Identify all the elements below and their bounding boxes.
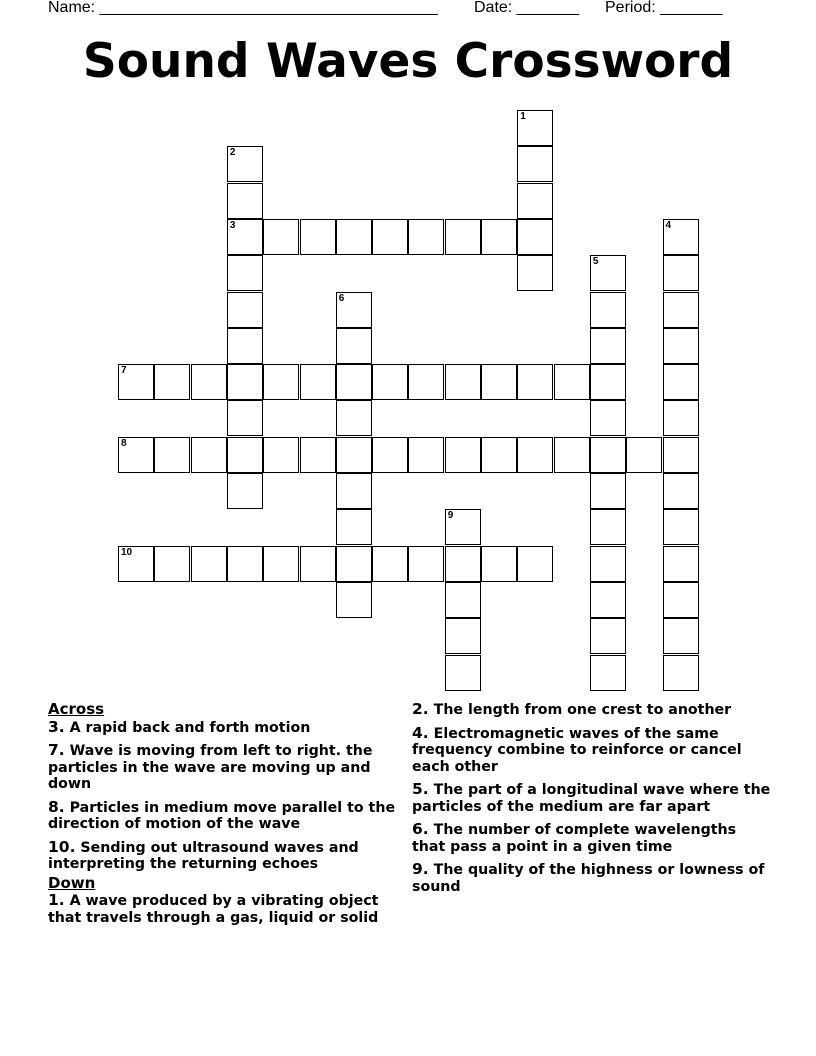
crossword-cell[interactable] — [336, 437, 372, 473]
clue-down-4 — [412, 725, 772, 776]
crossword-cell[interactable] — [663, 328, 699, 364]
crossword-cell[interactable] — [517, 546, 553, 582]
clue-number: 5. — [412, 780, 429, 798]
clue-across-3 — [48, 719, 404, 737]
crossword-cell[interactable] — [118, 364, 154, 400]
crossword-cell[interactable] — [481, 546, 517, 582]
crossword-cell[interactable] — [263, 437, 299, 473]
clue-number: 2. — [412, 700, 429, 718]
crossword-cell[interactable] — [481, 364, 517, 400]
crossword-cell[interactable] — [663, 582, 699, 618]
crossword-cell[interactable] — [336, 400, 372, 436]
crossword-cell[interactable] — [517, 183, 553, 219]
clue-text: Electromagnetic waves of the same frequency combine to reinforce or cancel each other — [412, 725, 742, 775]
crossword-cell[interactable] — [590, 546, 626, 582]
crossword-cell[interactable] — [191, 437, 227, 473]
page-title: Sound Waves Crossword — [82, 34, 734, 89]
clue-across-8 — [48, 799, 404, 833]
crossword-cell[interactable] — [372, 364, 408, 400]
crossword-cell[interactable] — [227, 255, 263, 291]
crossword-cell[interactable] — [663, 618, 699, 654]
clue-number: 3. — [48, 717, 65, 736]
crossword-cell[interactable] — [227, 437, 263, 473]
crossword-cell[interactable] — [626, 437, 662, 473]
clue-down-9 — [412, 861, 772, 895]
crossword-cell[interactable] — [227, 219, 263, 255]
crossword-cell[interactable] — [445, 219, 481, 255]
clue-number: 6. — [412, 820, 429, 838]
cell-number: 1 — [520, 111, 526, 122]
crossword-cell[interactable] — [590, 400, 626, 436]
crossword-cell[interactable] — [118, 437, 154, 473]
crossword-cell[interactable] — [372, 437, 408, 473]
crossword-cell[interactable] — [445, 582, 481, 618]
clue-text: Wave is moving from left to right. the particles in the wave are moving up and down — [48, 743, 373, 792]
crossword-cell[interactable] — [227, 328, 263, 364]
crossword-cell[interactable] — [408, 364, 444, 400]
clue-down-6 — [412, 821, 772, 855]
crossword-cell[interactable] — [191, 546, 227, 582]
crossword-cell[interactable] — [336, 509, 372, 545]
period-field[interactable]: Period: _______ — [605, 0, 723, 16]
crossword-cell[interactable] — [154, 437, 190, 473]
crossword-cell[interactable] — [445, 364, 481, 400]
crossword-cell[interactable] — [336, 219, 372, 255]
crossword-cell[interactable] — [517, 146, 553, 182]
crossword-cell[interactable] — [227, 546, 263, 582]
crossword-cell[interactable] — [263, 219, 299, 255]
clue-text: Sending out ultrasound waves and interpreting the returning echoes — [48, 839, 359, 872]
clue-text: A wave produced by a vibrating object that travels through a gas, liquid or solid — [48, 893, 379, 926]
crossword-cell[interactable] — [300, 219, 336, 255]
crossword-cell[interactable] — [336, 473, 372, 509]
cell-number: 6 — [338, 292, 345, 304]
clue-across-10 — [48, 839, 404, 873]
clue-text: The quality of the highness or lowness of sound — [412, 862, 765, 895]
crossword-cell[interactable] — [663, 546, 699, 582]
clue-number: 1. — [48, 891, 65, 909]
clue-number: 8. — [48, 797, 65, 816]
crossword-grid — [118, 110, 699, 691]
crossword-cell[interactable] — [227, 364, 263, 400]
crossword-cell[interactable] — [590, 437, 626, 473]
crossword-cell[interactable] — [590, 655, 626, 691]
crossword-cell[interactable] — [445, 618, 481, 654]
crossword-cell[interactable] — [663, 292, 699, 328]
crossword-cell[interactable] — [300, 546, 336, 582]
clue-text: The part of a longitudinal wave where the particles of the medium are far apart — [412, 782, 771, 815]
crossword-cell[interactable] — [663, 509, 699, 545]
crossword-cell[interactable] — [590, 364, 626, 400]
crossword-cell[interactable] — [408, 219, 444, 255]
crossword-cell[interactable] — [372, 219, 408, 255]
crossword-cell[interactable] — [663, 437, 699, 473]
crossword-cell[interactable] — [517, 219, 553, 255]
clues-right-column — [412, 701, 772, 901]
clue-down-1 — [48, 892, 404, 926]
crossword-cell[interactable] — [408, 437, 444, 473]
crossword-cell[interactable] — [590, 582, 626, 618]
crossword-cell[interactable] — [227, 292, 263, 328]
clue-text: The number of complete wavelengths that pass a point in a given time — [412, 822, 737, 855]
clue-text: Particles in medium move parallel to the direction of motion of the wave — [48, 799, 396, 832]
crossword-cell[interactable] — [336, 292, 372, 328]
crossword-cell[interactable] — [517, 255, 553, 291]
crossword-cell[interactable] — [445, 437, 481, 473]
crossword-cell[interactable] — [336, 364, 372, 400]
clue-down-5 — [412, 781, 772, 815]
name-field[interactable]: Name: ______________________________________ — [48, 0, 438, 16]
clue-across-7 — [48, 742, 404, 793]
crossword-cell[interactable] — [517, 110, 553, 146]
crossword-cell[interactable] — [517, 437, 553, 473]
crossword-cell[interactable] — [590, 509, 626, 545]
clue-text: The length from one crest to another — [433, 702, 732, 718]
crossword-cell[interactable] — [663, 255, 699, 291]
crossword-cell[interactable] — [227, 400, 263, 436]
crossword-cell[interactable] — [554, 364, 590, 400]
crossword-cell[interactable] — [191, 364, 227, 400]
crossword-cell[interactable] — [336, 546, 372, 582]
clue-number: 4. — [412, 723, 429, 742]
cell-number: 3 — [229, 219, 236, 231]
down-heading: Down — [48, 873, 96, 892]
crossword-cell[interactable] — [372, 546, 408, 582]
crossword-cell[interactable] — [590, 618, 626, 654]
across-heading: Across — [48, 700, 105, 718]
cell-number: 10 — [121, 546, 133, 558]
crossword-cell[interactable] — [554, 437, 590, 473]
crossword-cell[interactable] — [118, 546, 154, 582]
crossword-cell[interactable] — [663, 655, 699, 691]
crossword-cell[interactable] — [336, 582, 372, 618]
crossword-cell[interactable] — [481, 219, 517, 255]
crossword-cell[interactable] — [663, 364, 699, 400]
crossword-cell[interactable] — [445, 509, 481, 545]
cell-number: 4 — [665, 219, 672, 231]
crossword-cell[interactable] — [590, 292, 626, 328]
crossword-cell[interactable] — [445, 546, 481, 582]
crossword-cell[interactable] — [263, 546, 299, 582]
date-field[interactable]: Date: _______ — [474, 0, 579, 16]
crossword-cell[interactable] — [300, 364, 336, 400]
crossword-cell[interactable] — [663, 219, 699, 255]
crossword-cell[interactable] — [227, 473, 263, 509]
crossword-cell[interactable] — [227, 146, 263, 182]
crossword-cell[interactable] — [663, 473, 699, 509]
crossword-cell[interactable] — [263, 364, 299, 400]
clue-number: 10. — [48, 837, 76, 856]
cell-number: 5 — [592, 256, 599, 268]
clue-down-2 — [412, 701, 772, 719]
crossword-cell[interactable] — [590, 473, 626, 509]
crossword-cell[interactable] — [517, 364, 553, 400]
cell-number: 2 — [229, 147, 236, 159]
cell-number: 7 — [121, 365, 127, 377]
cell-number: 8 — [121, 437, 127, 449]
crossword-cell[interactable] — [481, 437, 517, 473]
cell-number: 9 — [447, 510, 454, 522]
clue-text: A rapid back and forth motion — [69, 719, 311, 736]
crossword-cell[interactable] — [663, 400, 699, 436]
crossword-cell[interactable] — [336, 328, 372, 364]
clue-number: 9. — [412, 860, 429, 878]
crossword-cell[interactable] — [154, 364, 190, 400]
crossword-cell[interactable] — [590, 328, 626, 364]
crossword-cell[interactable] — [445, 655, 481, 691]
crossword-cell[interactable] — [590, 255, 626, 291]
clue-number: 7. — [48, 741, 65, 759]
crossword-cell[interactable] — [408, 546, 444, 582]
crossword-cell[interactable] — [154, 546, 190, 582]
crossword-cell[interactable] — [227, 183, 263, 219]
clues-left-column — [48, 701, 404, 932]
crossword-cell[interactable] — [300, 437, 336, 473]
